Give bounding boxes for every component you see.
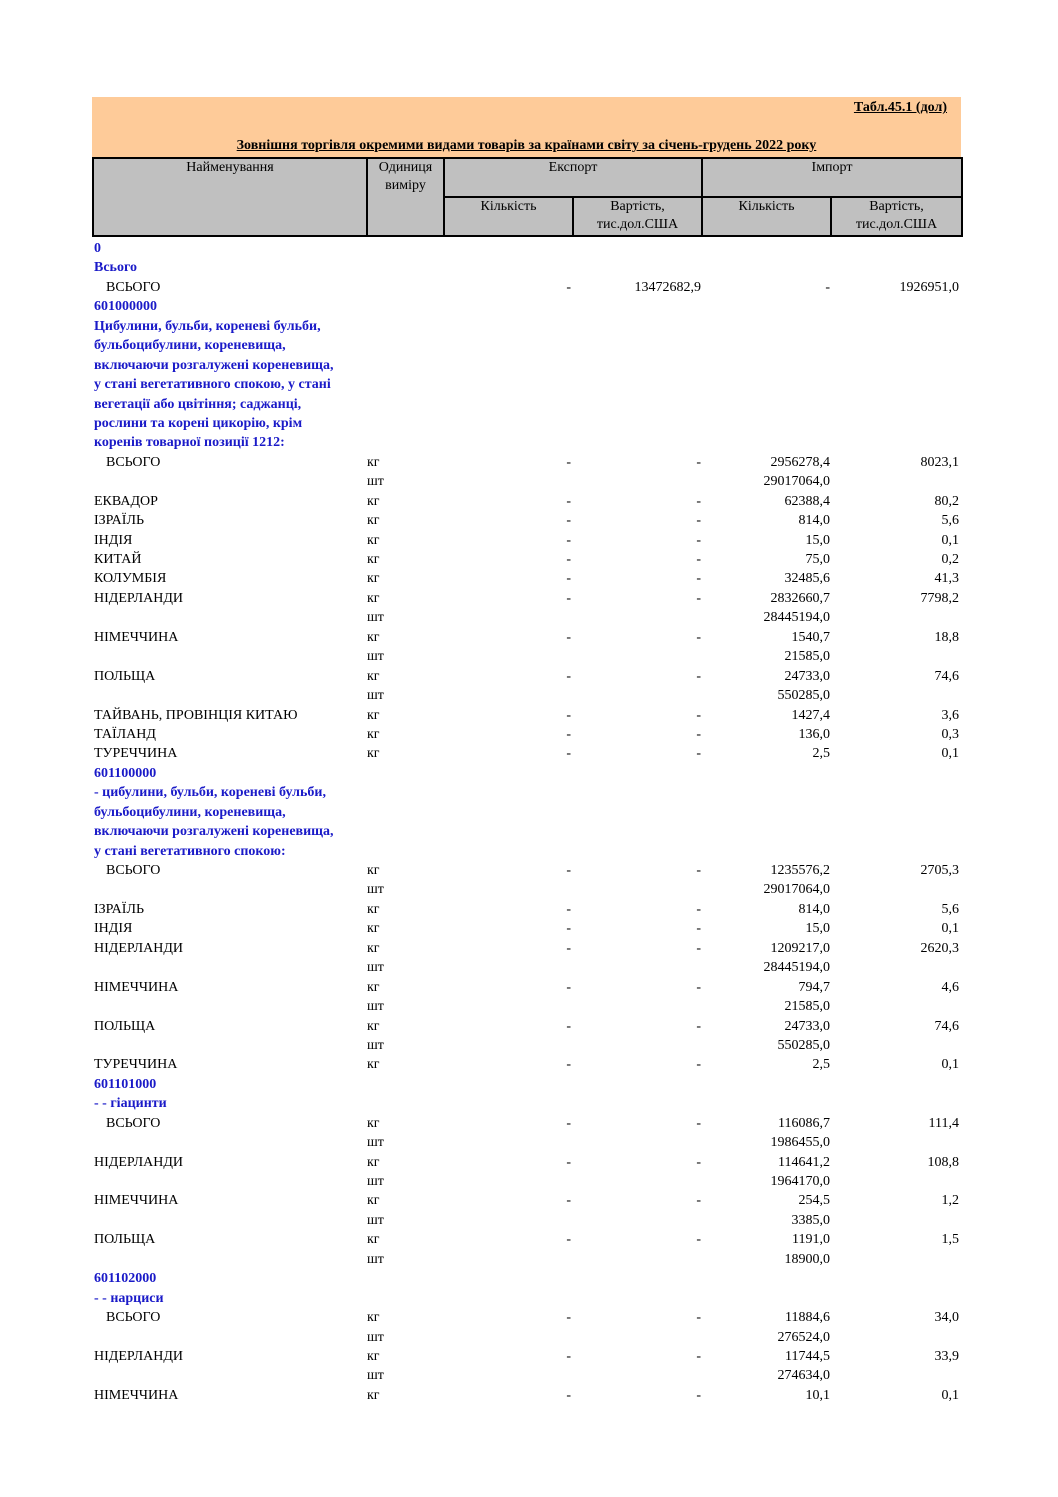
export-qty: - bbox=[566, 1232, 571, 1248]
import-qty: 3385,0 bbox=[791, 1212, 830, 1228]
table-row bbox=[92, 667, 961, 686]
import-value: 108,8 bbox=[927, 1154, 959, 1170]
import-qty: 24733,0 bbox=[784, 668, 830, 684]
col-name-header: Найменування bbox=[93, 158, 367, 236]
row-name: ТАЇЛАНД bbox=[94, 726, 156, 742]
import-qty: 11744,5 bbox=[785, 1348, 830, 1364]
import-value: 4,6 bbox=[941, 979, 959, 995]
import-qty: 1235576,2 bbox=[770, 863, 830, 878]
row-unit: кг bbox=[367, 552, 380, 567]
table-row bbox=[92, 569, 961, 588]
row-unit: кг bbox=[367, 901, 380, 917]
import-qty: 1964170,0 bbox=[770, 1174, 830, 1189]
export-qty: - bbox=[566, 532, 571, 548]
export-value: - bbox=[696, 590, 701, 606]
import-qty: 794,7 bbox=[798, 979, 830, 995]
table-row bbox=[92, 1017, 961, 1036]
category-label: включаючи розгалужені кореневища, bbox=[94, 824, 334, 840]
row-name: ТАЙВАНЬ, ПРОВІНЦІЯ КИТАЮ bbox=[94, 707, 298, 723]
category-label: у стані вегетативного спокою, у стані bbox=[94, 377, 331, 393]
export-qty: - bbox=[566, 940, 571, 956]
import-qty: 1209217,0 bbox=[770, 940, 830, 956]
table-row bbox=[92, 1133, 961, 1152]
import-value: 1926951,0 bbox=[899, 279, 959, 295]
import-value: 7798,2 bbox=[920, 590, 959, 606]
row-name: НІМЕЧЧИНА bbox=[94, 1193, 179, 1209]
export-value: - bbox=[696, 1193, 701, 1209]
import-qty: 814,0 bbox=[798, 901, 830, 917]
table-row bbox=[92, 1347, 961, 1366]
export-qty: - bbox=[566, 629, 571, 645]
table-row bbox=[92, 589, 961, 608]
export-value: - bbox=[696, 532, 701, 548]
export-qty: - bbox=[566, 746, 571, 762]
category-label: бульбоцибулини, кореневища, bbox=[94, 804, 286, 820]
category-row bbox=[92, 375, 961, 394]
import-value: 74,6 bbox=[934, 668, 959, 684]
import-value: 1,2 bbox=[941, 1193, 959, 1209]
row-name: НІМЕЧЧИНА bbox=[94, 979, 179, 995]
row-name: КОЛУМБІЯ bbox=[94, 571, 167, 587]
table-row bbox=[92, 278, 961, 297]
row-name: ВСЬОГО bbox=[106, 454, 161, 470]
import-qty: 15,0 bbox=[805, 532, 830, 548]
export-qty: - bbox=[566, 1057, 571, 1073]
table-row bbox=[92, 1386, 961, 1405]
row-name: ПОЛЬЩА bbox=[94, 668, 156, 684]
row-name: ПОЛЬЩА bbox=[94, 1232, 156, 1248]
row-name: ІЗРАЇЛЬ bbox=[94, 901, 144, 917]
import-qty: 550285,0 bbox=[777, 688, 830, 704]
import-qty: 1540,7 bbox=[791, 629, 830, 645]
import-qty: 15,0 bbox=[805, 921, 830, 937]
export-value: - bbox=[696, 1232, 701, 1248]
export-qty: - bbox=[566, 1115, 571, 1131]
export-value: - bbox=[696, 1018, 701, 1034]
export-value: - bbox=[696, 571, 701, 587]
category-label: бульбоцибулини, кореневища, bbox=[94, 338, 286, 354]
export-value: - bbox=[696, 726, 701, 742]
category-row bbox=[92, 395, 961, 414]
export-qty: - bbox=[566, 1018, 571, 1034]
import-qty: 2,5 bbox=[812, 1057, 830, 1073]
import-value: 18,8 bbox=[934, 629, 959, 645]
category-row bbox=[92, 783, 961, 802]
row-unit: шт bbox=[367, 688, 384, 704]
category-label: - - нарциси bbox=[94, 1290, 164, 1306]
row-unit: кг bbox=[367, 629, 380, 645]
row-unit: кг bbox=[367, 1115, 380, 1131]
export-qty: - bbox=[566, 513, 571, 529]
import-qty: 11884,6 bbox=[785, 1310, 830, 1326]
table-row bbox=[92, 706, 961, 725]
import-qty: 28445194,0 bbox=[763, 610, 830, 626]
import-value: 2620,3 bbox=[920, 940, 959, 956]
export-value: - bbox=[696, 746, 701, 762]
import-value: 8023,1 bbox=[920, 454, 959, 470]
category-row bbox=[92, 356, 961, 375]
table-row bbox=[92, 958, 961, 977]
table-row bbox=[92, 492, 961, 511]
export-qty-header: Кількість bbox=[444, 197, 573, 236]
table-row bbox=[92, 608, 961, 627]
import-qty: 29017064,0 bbox=[763, 882, 830, 898]
import-qty: 10,1 bbox=[805, 1387, 830, 1403]
export-qty: - bbox=[566, 901, 571, 917]
row-unit: шт bbox=[367, 1174, 384, 1189]
import-value: 0,1 bbox=[941, 921, 959, 937]
table-row bbox=[92, 1211, 961, 1230]
row-unit: кг bbox=[367, 1154, 380, 1170]
import-value: 1,5 bbox=[941, 1232, 959, 1248]
row-name: НІДЕРЛАНДИ bbox=[94, 1348, 183, 1364]
row-name: ВСЬОГО bbox=[106, 1310, 161, 1326]
import-value: 0,3 bbox=[941, 726, 959, 742]
row-unit: кг bbox=[367, 707, 380, 723]
category-label: - цибулини, бульби, кореневі бульби, bbox=[94, 785, 326, 801]
export-qty: - bbox=[566, 1348, 571, 1364]
export-value: 13472682,9 bbox=[634, 279, 701, 295]
import-value: 41,3 bbox=[934, 571, 959, 587]
row-name: ТУРЕЧЧИНА bbox=[94, 1057, 178, 1073]
export-value: - bbox=[696, 707, 701, 723]
row-name: ПОЛЬЩА bbox=[94, 1018, 156, 1034]
import-qty: 1191,0 bbox=[792, 1232, 830, 1248]
table-row bbox=[92, 1055, 961, 1074]
table-row bbox=[92, 472, 961, 491]
import-value: 0,1 bbox=[941, 532, 959, 548]
import-qty: 18900,0 bbox=[784, 1251, 830, 1267]
import-qty: 21585,0 bbox=[784, 999, 830, 1015]
export-qty: - bbox=[566, 279, 571, 295]
export-value: - bbox=[696, 863, 701, 878]
export-qty: - bbox=[566, 1387, 571, 1403]
row-unit: кг bbox=[367, 940, 380, 956]
table-row bbox=[92, 725, 961, 744]
row-unit: кг bbox=[367, 1057, 380, 1073]
import-qty: 814,0 bbox=[798, 513, 830, 529]
col-import-header: Імпорт bbox=[702, 158, 962, 197]
import-qty: 1986455,0 bbox=[770, 1135, 830, 1151]
table-row bbox=[92, 531, 961, 550]
import-value: 0,1 bbox=[941, 1057, 959, 1073]
export-value: - bbox=[696, 1115, 701, 1131]
export-value: - bbox=[696, 1348, 701, 1364]
import-value: 74,6 bbox=[934, 1018, 959, 1034]
row-name: НІДЕРЛАНДИ bbox=[94, 590, 183, 606]
table-row bbox=[92, 1114, 961, 1133]
category-label: вегетації або цвітіння; саджанці, bbox=[94, 396, 302, 412]
row-name: КИТАЙ bbox=[94, 552, 142, 567]
table-row bbox=[92, 900, 961, 919]
row-name: ВСЬОГО bbox=[106, 1115, 161, 1131]
export-qty: - bbox=[566, 590, 571, 606]
export-value: - bbox=[696, 493, 701, 509]
table-body bbox=[92, 239, 961, 1405]
category-label: - - гіацинти bbox=[94, 1096, 167, 1112]
export-qty: - bbox=[566, 1154, 571, 1170]
export-value: - bbox=[696, 668, 701, 684]
category-label: 601100000 bbox=[94, 765, 157, 781]
category-label: 601102000 bbox=[94, 1271, 157, 1287]
table-row bbox=[92, 1230, 961, 1249]
category-label: 601101000 bbox=[94, 1076, 157, 1092]
import-qty: 2832660,7 bbox=[770, 590, 830, 606]
export-qty: - bbox=[566, 863, 571, 878]
row-unit: кг bbox=[367, 1018, 380, 1034]
export-qty: - bbox=[566, 571, 571, 587]
category-row bbox=[92, 297, 961, 316]
category-label: Всього bbox=[94, 260, 137, 276]
col-unit-header: Одиниця виміру bbox=[367, 158, 444, 236]
category-row bbox=[92, 803, 961, 822]
report-page bbox=[92, 97, 961, 1405]
export-qty: - bbox=[566, 1193, 571, 1209]
row-unit: кг bbox=[367, 571, 380, 587]
import-value: 34,0 bbox=[934, 1310, 959, 1326]
row-name: ВСЬОГО bbox=[106, 279, 161, 295]
import-value: 2705,3 bbox=[920, 863, 959, 878]
export-qty: - bbox=[566, 552, 571, 567]
row-unit: шт bbox=[367, 649, 384, 665]
category-row bbox=[92, 317, 961, 336]
export-value: - bbox=[696, 552, 701, 567]
row-unit: кг bbox=[367, 921, 380, 937]
table-header bbox=[92, 157, 963, 237]
table-row bbox=[92, 1328, 961, 1347]
row-unit: кг bbox=[367, 746, 380, 762]
row-unit: шт bbox=[367, 1212, 384, 1228]
table-row bbox=[92, 744, 961, 763]
row-name: ЕКВАДОР bbox=[94, 493, 158, 509]
table-row bbox=[92, 978, 961, 997]
export-value: - bbox=[696, 513, 701, 529]
table-row bbox=[92, 1191, 961, 1210]
row-name: НІДЕРЛАНДИ bbox=[94, 940, 183, 956]
table-row bbox=[92, 1153, 961, 1172]
table-banner bbox=[92, 97, 961, 157]
import-qty: 550285,0 bbox=[777, 1037, 830, 1053]
table-row bbox=[92, 1366, 961, 1385]
export-qty: - bbox=[566, 921, 571, 937]
table-row bbox=[92, 686, 961, 705]
category-row bbox=[92, 414, 961, 433]
import-qty: 29017064,0 bbox=[763, 474, 830, 490]
export-value: - bbox=[696, 1154, 701, 1170]
row-unit: шт bbox=[367, 999, 384, 1015]
row-name: НІМЕЧЧИНА bbox=[94, 629, 179, 645]
row-unit: кг bbox=[367, 1348, 380, 1364]
import-qty: 136,0 bbox=[798, 726, 830, 742]
table-row bbox=[92, 880, 961, 899]
row-unit: шт bbox=[367, 1135, 384, 1151]
category-label: Цибулини, бульби, кореневі бульби, bbox=[94, 318, 321, 334]
row-unit: шт bbox=[367, 1251, 384, 1267]
import-qty: 274634,0 bbox=[777, 1368, 830, 1384]
export-qty: - bbox=[566, 668, 571, 684]
import-qty: 116086,7 bbox=[778, 1115, 830, 1131]
row-unit: кг bbox=[367, 493, 380, 509]
table-row bbox=[92, 919, 961, 938]
export-value: - bbox=[696, 921, 701, 937]
import-qty: 2956278,4 bbox=[770, 454, 830, 470]
import-value: 0,1 bbox=[941, 746, 959, 762]
row-unit: шт bbox=[367, 882, 384, 898]
category-row bbox=[92, 764, 961, 783]
import-qty: 114641,2 bbox=[778, 1154, 830, 1170]
category-row bbox=[92, 842, 961, 861]
table-row bbox=[92, 939, 961, 958]
row-unit: шт bbox=[367, 1037, 384, 1053]
export-qty: - bbox=[566, 493, 571, 509]
row-unit: кг bbox=[367, 513, 380, 529]
row-unit: кг bbox=[367, 1193, 380, 1209]
row-unit: кг bbox=[367, 1387, 380, 1403]
row-name: ТУРЕЧЧИНА bbox=[94, 746, 178, 762]
import-qty: 28445194,0 bbox=[763, 960, 830, 976]
table-row bbox=[92, 511, 961, 530]
category-row bbox=[92, 822, 961, 841]
table-reference: Табл.45.1 (дол) bbox=[853, 100, 947, 115]
import-value: 5,6 bbox=[941, 513, 959, 529]
row-name: ІНДІЯ bbox=[94, 921, 133, 937]
category-label: у стані вегетативного спокою: bbox=[94, 843, 286, 859]
export-value: - bbox=[696, 940, 701, 956]
category-label: включаючи розгалужені кореневища, bbox=[94, 357, 334, 373]
export-value: - bbox=[696, 979, 701, 995]
row-unit: шт bbox=[367, 1368, 384, 1384]
table-row bbox=[92, 550, 961, 569]
table-row bbox=[92, 453, 961, 472]
category-label: 0 bbox=[94, 241, 101, 256]
table-row bbox=[92, 647, 961, 666]
row-name: ІНДІЯ bbox=[94, 532, 133, 548]
import-value: 111,4 bbox=[928, 1115, 959, 1131]
import-qty-header: Кількість bbox=[702, 197, 831, 236]
import-qty: 21585,0 bbox=[784, 649, 830, 665]
table-row bbox=[92, 1036, 961, 1055]
row-unit: кг bbox=[367, 1310, 380, 1326]
category-row bbox=[92, 336, 961, 355]
table-row bbox=[92, 1172, 961, 1191]
import-qty: 62388,4 bbox=[784, 493, 830, 509]
row-unit: шт bbox=[367, 474, 384, 490]
row-unit: кг bbox=[367, 1232, 380, 1248]
row-unit: кг bbox=[367, 532, 380, 548]
category-row bbox=[92, 1075, 961, 1094]
category-label: 601000000 bbox=[94, 299, 157, 315]
export-value: - bbox=[696, 1387, 701, 1403]
import-qty: 1427,4 bbox=[791, 707, 830, 723]
row-name: НІДЕРЛАНДИ bbox=[94, 1154, 183, 1170]
import-value-header: Вартість, тис.дол.США bbox=[831, 197, 962, 236]
table-row bbox=[92, 1308, 961, 1327]
category-row bbox=[92, 1289, 961, 1308]
row-name: НІМЕЧЧИНА bbox=[94, 1387, 179, 1403]
export-value: - bbox=[696, 1310, 701, 1326]
import-qty: 276524,0 bbox=[777, 1329, 830, 1345]
category-label: рослини та корені цикорію, крім bbox=[94, 415, 303, 431]
import-qty: 254,5 bbox=[798, 1193, 830, 1209]
export-qty: - bbox=[566, 726, 571, 742]
row-unit: кг bbox=[367, 979, 380, 995]
category-row bbox=[92, 1269, 961, 1288]
import-qty: 24733,0 bbox=[784, 1018, 830, 1034]
export-value: - bbox=[696, 1057, 701, 1073]
import-value: 5,6 bbox=[941, 901, 959, 917]
row-unit: шт bbox=[367, 1329, 384, 1345]
export-value: - bbox=[696, 454, 701, 470]
export-qty: - bbox=[566, 1310, 571, 1326]
import-value: 0,2 bbox=[941, 552, 959, 567]
export-value-header: Вартість, тис.дол.США bbox=[573, 197, 702, 236]
category-row bbox=[92, 1094, 961, 1113]
import-qty: 2,5 bbox=[812, 746, 830, 762]
import-qty: 75,0 bbox=[805, 552, 830, 567]
export-qty: - bbox=[566, 454, 571, 470]
export-qty: - bbox=[566, 707, 571, 723]
category-row bbox=[92, 258, 961, 277]
import-value: 33,9 bbox=[934, 1348, 959, 1364]
table-row bbox=[92, 861, 961, 880]
import-qty: 32485,6 bbox=[784, 571, 830, 587]
export-value: - bbox=[696, 629, 701, 645]
export-value: - bbox=[696, 901, 701, 917]
row-unit: кг bbox=[367, 726, 380, 742]
col-export-header: Експорт bbox=[444, 158, 702, 197]
table-row bbox=[92, 628, 961, 647]
import-qty: - bbox=[825, 279, 830, 295]
table-row bbox=[92, 997, 961, 1016]
category-label: коренів товарної позиції 1212: bbox=[94, 435, 285, 451]
row-unit: кг bbox=[367, 863, 380, 878]
table-title: Зовнішня торгівля окремими видами товарів за країнами світу за січень-грудень 2022 року bbox=[236, 138, 817, 153]
import-value: 0,1 bbox=[941, 1387, 959, 1403]
import-value: 80,2 bbox=[934, 493, 959, 509]
row-unit: шт bbox=[367, 610, 384, 626]
row-unit: кг bbox=[367, 454, 380, 470]
table-row bbox=[92, 1250, 961, 1269]
category-row bbox=[92, 239, 961, 258]
row-unit: кг bbox=[367, 668, 380, 684]
row-unit: шт bbox=[367, 960, 384, 976]
row-unit: кг bbox=[367, 590, 380, 606]
row-name: ВСЬОГО bbox=[106, 863, 161, 878]
import-value: 3,6 bbox=[941, 707, 959, 723]
export-qty: - bbox=[566, 979, 571, 995]
row-name: ІЗРАЇЛЬ bbox=[94, 513, 144, 529]
category-row bbox=[92, 433, 961, 452]
